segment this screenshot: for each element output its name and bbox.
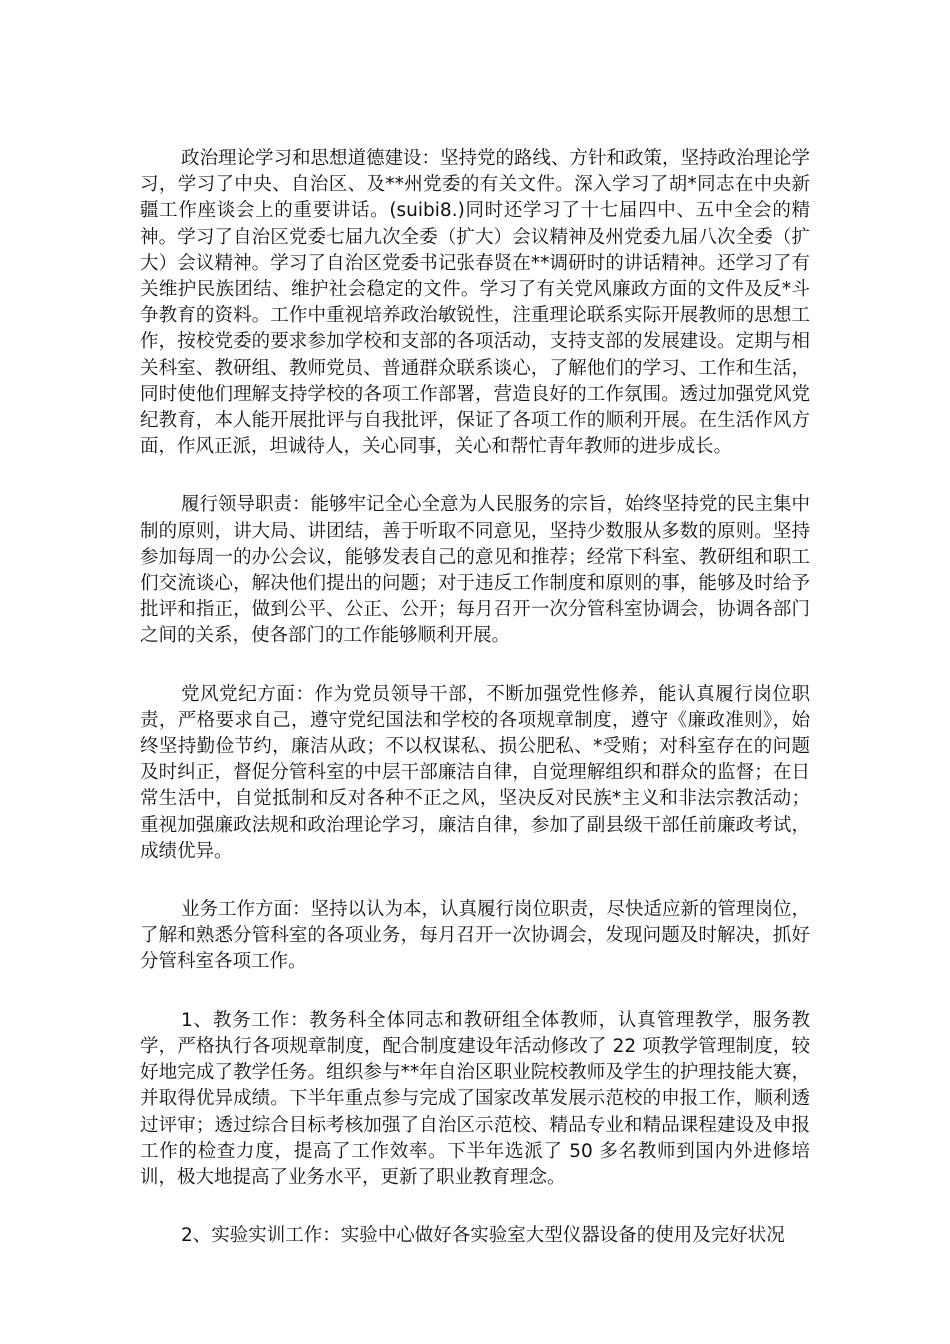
paragraph-leadership-duties: 履行领导职责：能够牢记全心全意为人民服务的宗旨，始终坚持党的民主集中制的原则，讲大局、讲团结，善于听取不同意见，坚持少数服从多数的原则。坚持参加每周一的办公会议，能够发表自己的意见和推荐；经常下科室、教研组和职工们交流谈心，解决他们提出的问题；对于违反工作制度和原则的事，能够及时给予批评和指正，做到公平、公正、公开；每月召开一次分管科室协调会，协调各部门之间的关系，使各部门的工作能够顺利开展。 bbox=[140, 494, 811, 647]
document-page bbox=[140, 146, 810, 1249]
paragraph-academic-affairs: 1、教务工作：教务科全体同志和教研组全体教师，认真管理教学，服务教学，严格执行各项规章制度，配合制度建设年活动修改了 22 项教学管理制度，较好地完成了教学任务。组织参与**年自治区职业院校教师及学生的护理技能大赛，并取得优异成绩。下半年重点参与完成了国家改革发展示范校的申报工作，顺利透过评审；透过综合目标考核加强了自治区示范校、精品专业和精品课程建设及申报工作的检查力度，提高了工作效率。下半年选派了 50 多名教师到国内外进修培训，极大地提高了业务水平，更新了职业教育理念。 bbox=[140, 1009, 810, 1188]
paragraph-political-study: 政治理论学习和思想道德建设：坚持党的路线、方针和政策，坚持政治理论学习，学习了中央、自治区、及**州党委的有关文件。深入学习了胡*同志在中央新疆工作座谈会上的重要讲话。(suibi8.)同时还学习了十七届四中、五中全会的精神。学习了自治区党委七届九次全委（扩大）会议精神及州党委九届八次全委（扩大）会议精神。学习了自治区党委书记张春贤在**调研时的讲话精神。还学习了有关维护民族团结、维护社会稳定的文件。学习了有关党风廉政方面的文件及反*斗争教育的资料。工作中重视培养政治敏锐性，注重理论联系实际开展教师的思想工作，按校党委的要求参加学校和支部的各项活动，支持支部的发展建设。定期与相关科室、教研组、教师党员、普通群众联系谈心，了解他们的学习、工作和生活，同时使他们理解支持学校的各项工作部署，营造良好的工作氛围。透过加强党风党纪教育，本人能开展批评与自我批评，保证了各项工作的顺利开展。在生活作风方面，作风正派，坦诚待人，关心同事，关心和帮忙青年教师的进步成长。 bbox=[140, 148, 811, 458]
paragraph-lab-training: 2、实验实训工作：实验中心做好各实验室大型仪器设备的使用及完好状况 bbox=[181, 1225, 785, 1247]
paragraph-party-discipline: 党风党纪方面：作为党员领导干部，不断加强党性修养，能认真履行岗位职责，严格要求自己，遵守党纪国法和学校的各项规章制度，遵守《廉政准则》，始终坚持勤俭节约，廉洁从政；不以权谋私、损公肥私、*受贿；对科室存在的问题及时纠正，督促分管科室的中层干部廉洁自律，自觉理解组织和群众的监督；在日常生活中，自觉抵制和反对各种不正之风，坚决反对民族*主义和非法宗教活动；重视加强廉政法规和政治理论学习，廉洁自律，参加了副县级干部任前廉政考试，成绩优异。 bbox=[140, 683, 810, 862]
paragraph-business-work: 业务工作方面：坚持以认为本，认真履行岗位职责，尽快适应新的管理岗位，了解和熟悉分管科室的各项业务，每月召开一次协调会，发现问题及时解决，抓好分管科室各项工作。 bbox=[140, 899, 811, 973]
